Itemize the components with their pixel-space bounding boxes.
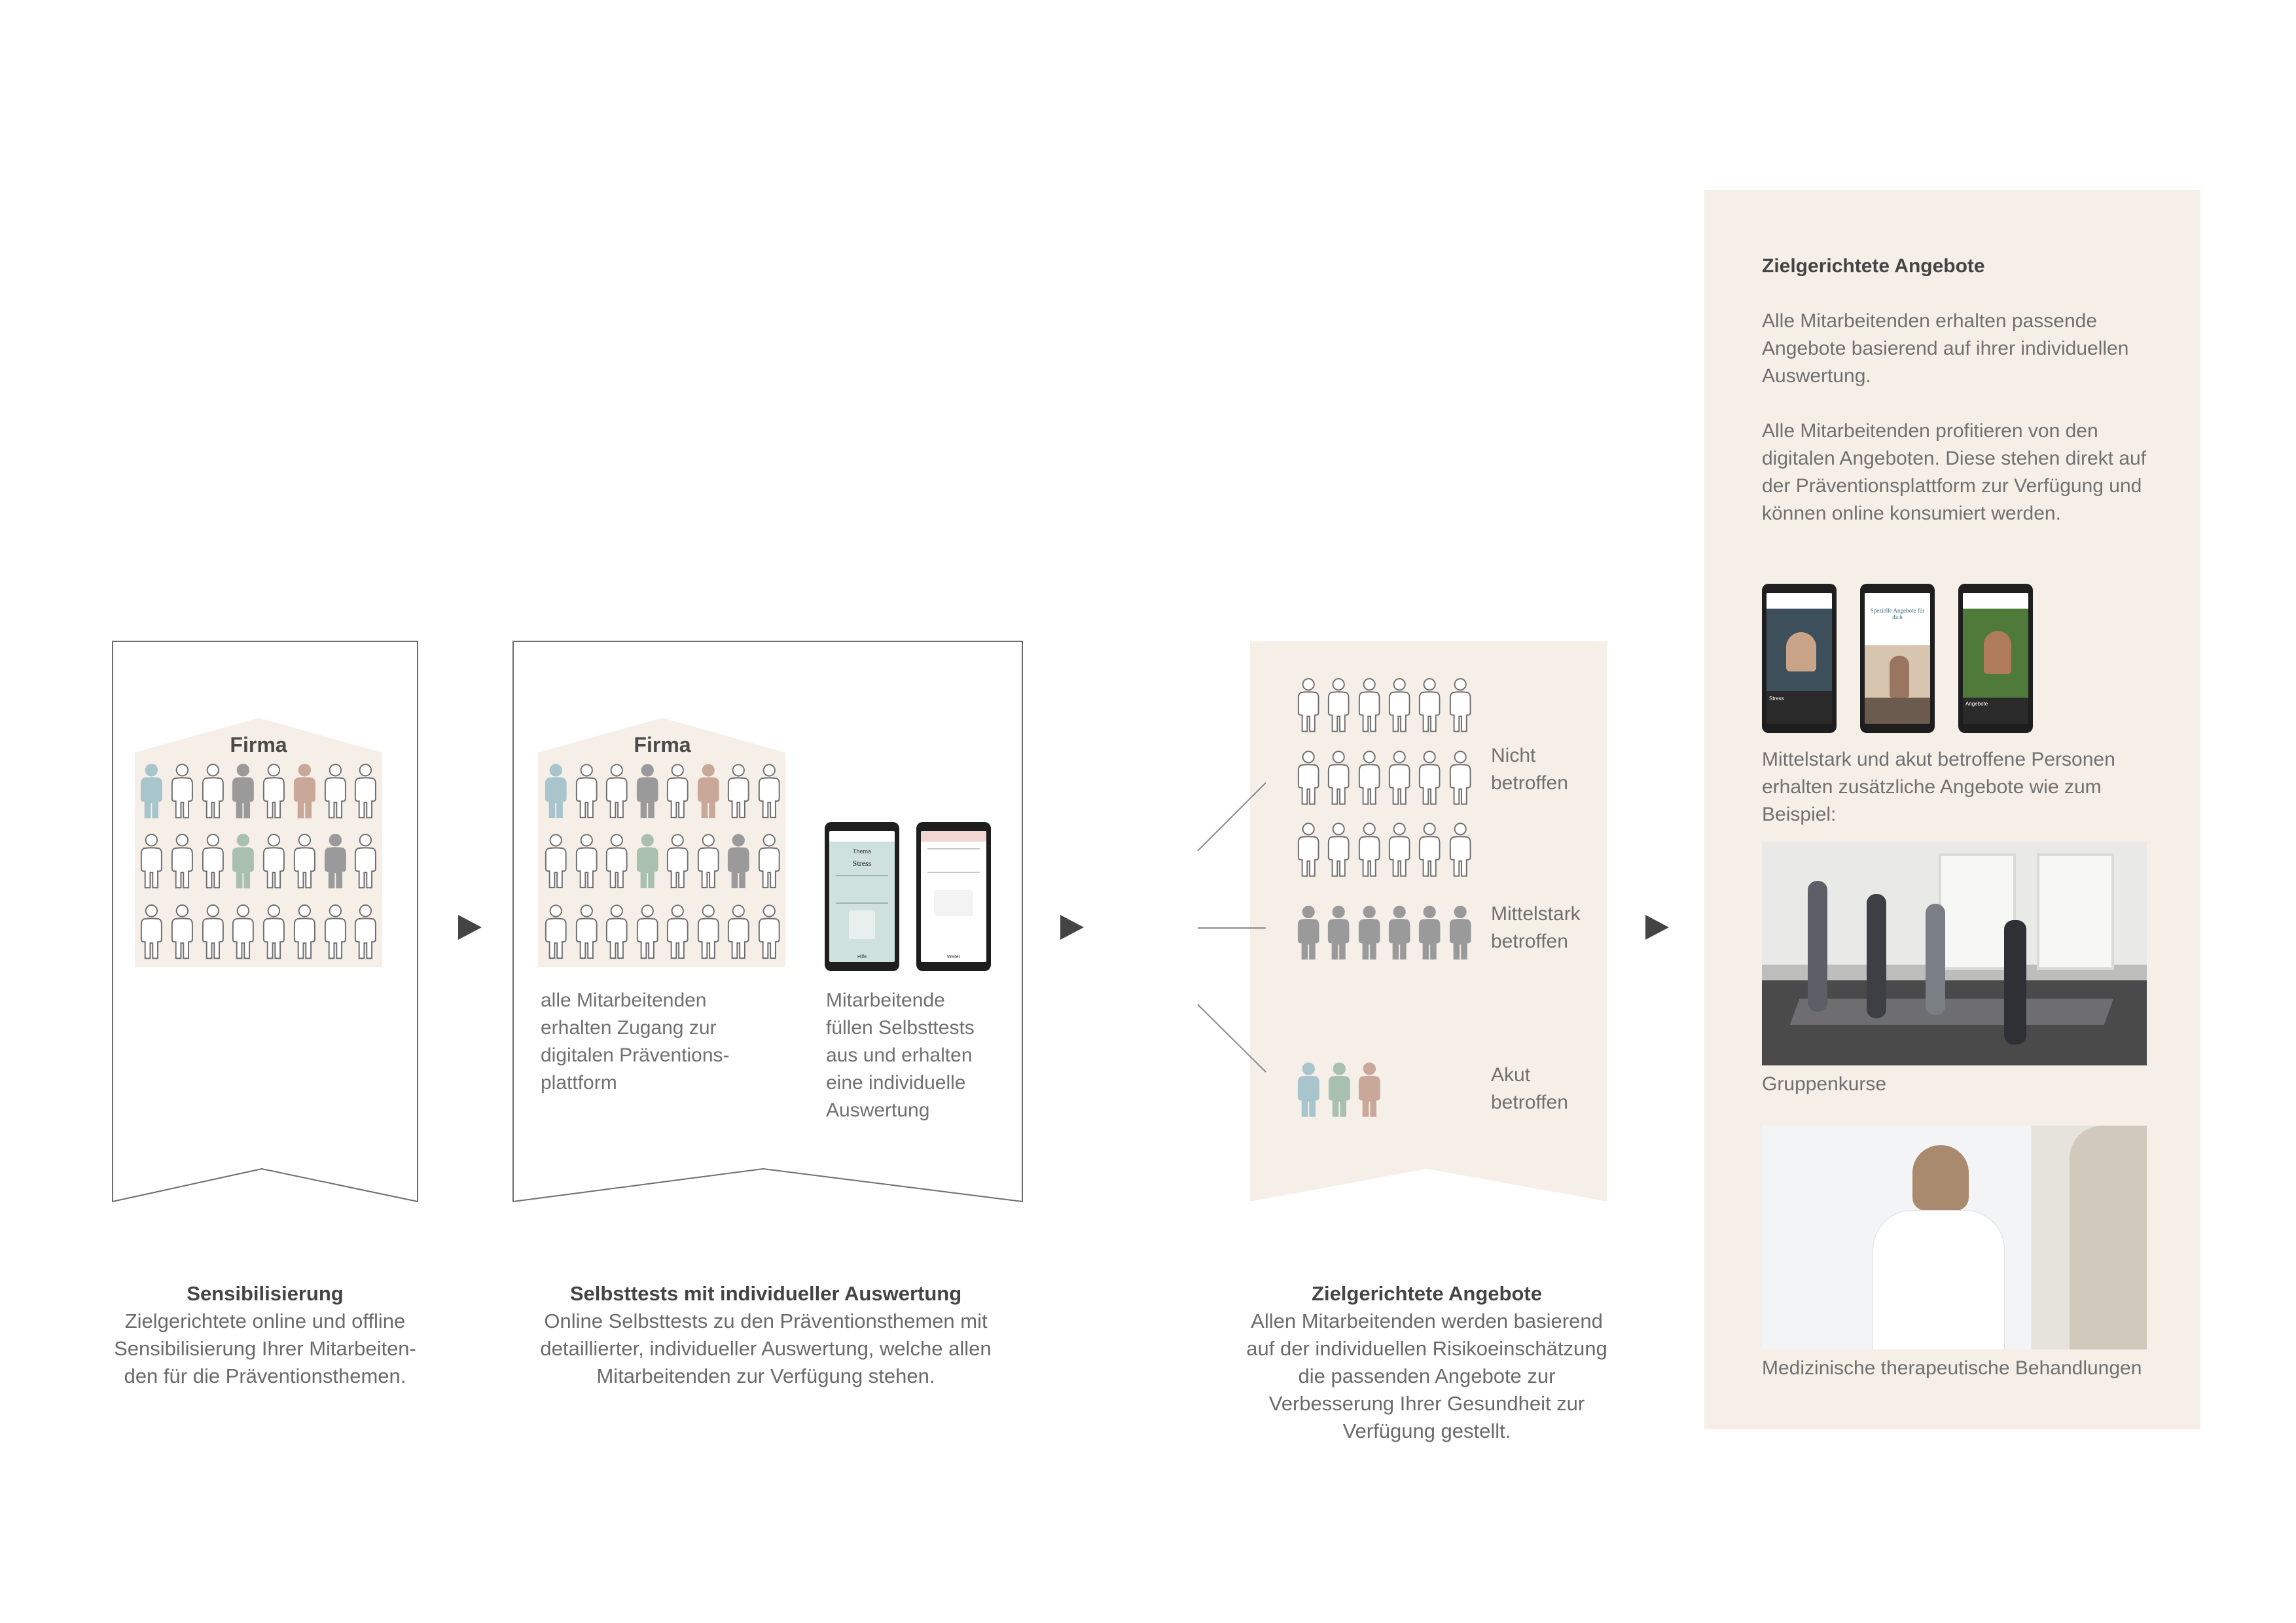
person-icon bbox=[1326, 901, 1351, 966]
person-icon bbox=[543, 830, 569, 893]
person-icon bbox=[323, 830, 348, 893]
person-icon bbox=[292, 760, 317, 823]
step2-text-right bbox=[826, 987, 996, 1124]
offers-panel bbox=[1704, 190, 2200, 1429]
person-icon bbox=[1357, 1058, 1382, 1123]
phone-text-block bbox=[836, 875, 888, 904]
text-line: füllen Selbsttests bbox=[826, 1017, 975, 1039]
person-icon bbox=[635, 830, 660, 893]
text-line: Angebote basierend auf ihrer individuellen bbox=[1762, 338, 2129, 359]
text-line: Alle Mitarbeitenden profitieren von den bbox=[1762, 420, 2098, 442]
person-icon bbox=[230, 901, 256, 963]
text-line: detaillierter, individueller Auswertung, welche allen bbox=[540, 1337, 992, 1360]
step2-house-label: Firma bbox=[634, 733, 691, 757]
phone-heading: Stress bbox=[852, 859, 872, 868]
person-icon bbox=[1448, 747, 1473, 810]
person-head-icon bbox=[1912, 1145, 1969, 1211]
medical-treatment-photo bbox=[1762, 1126, 2147, 1349]
person-icon bbox=[1448, 674, 1473, 738]
text-line: digitalen Angeboten. Diese stehen direkt auf bbox=[1762, 448, 2147, 469]
person-icon bbox=[170, 760, 195, 823]
phone-header-bar bbox=[829, 831, 895, 842]
person-icon bbox=[200, 830, 226, 893]
person-icon bbox=[230, 830, 256, 893]
text-line: den für die Präventionsthemen. bbox=[124, 1364, 406, 1387]
text-line: betroffen bbox=[1491, 1092, 1568, 1113]
group-courses-photo bbox=[1762, 842, 2147, 1065]
text-line: Alle Mitarbeitenden erhalten passende bbox=[1762, 310, 2098, 332]
phone-text-block bbox=[927, 848, 980, 873]
text-line: Auswertung. bbox=[1762, 365, 1871, 387]
doctor-coat-icon bbox=[1873, 1211, 2004, 1349]
step1-description bbox=[98, 1308, 432, 1390]
person-icon bbox=[635, 901, 660, 963]
step2-description bbox=[517, 1308, 1014, 1390]
person-icon bbox=[1357, 901, 1382, 966]
text-line: Auswertung bbox=[826, 1099, 930, 1121]
person-icon bbox=[261, 830, 287, 893]
photo2-caption: Medizinische therapeutische Behandlungen bbox=[1762, 1357, 2142, 1379]
person-icon bbox=[1296, 747, 1321, 810]
text-line: eine individuelle bbox=[826, 1072, 966, 1094]
person-icon bbox=[604, 830, 630, 893]
text-line: Akut bbox=[1491, 1064, 1531, 1086]
phone-illustration bbox=[934, 890, 973, 916]
text-line: Mittelstark und akut betroffene Personen bbox=[1762, 749, 2115, 770]
step2-caption bbox=[517, 1280, 1014, 1390]
panel-paragraph-2 bbox=[1762, 418, 2181, 527]
person-icon bbox=[1448, 819, 1473, 882]
text-line: Nicht bbox=[1491, 745, 1536, 766]
person-icon bbox=[292, 901, 317, 963]
label-moderately-affected bbox=[1491, 901, 1602, 955]
group-not-affected bbox=[1296, 674, 1473, 882]
person-icon bbox=[604, 760, 630, 823]
person-figure-icon bbox=[1867, 894, 1886, 1018]
text-line: erhalten Zugang zur bbox=[541, 1017, 717, 1039]
step1-title: Sensibilisierung bbox=[187, 1282, 344, 1305]
arrow-right-icon bbox=[458, 915, 482, 940]
person-icon bbox=[1327, 1058, 1352, 1123]
offer-phone-caption: Stress bbox=[1769, 696, 1784, 702]
person-icon bbox=[543, 901, 569, 963]
phone-topic: Thema bbox=[852, 848, 871, 855]
patient-silhouette-icon bbox=[2070, 1126, 2147, 1349]
offer-phone-3 bbox=[1958, 584, 2033, 733]
person-icon bbox=[1296, 674, 1321, 738]
step1-caption bbox=[98, 1280, 432, 1390]
person-icon bbox=[665, 760, 691, 823]
person-icon bbox=[757, 901, 782, 963]
person-icon bbox=[1417, 901, 1442, 966]
step2-title: Selbsttests mit individueller Auswertung bbox=[569, 1282, 962, 1305]
person-icon bbox=[323, 760, 348, 823]
phone-footer: Hilfe bbox=[857, 955, 867, 959]
person-icon bbox=[665, 901, 691, 963]
person-icon bbox=[200, 901, 226, 963]
person-icon bbox=[1417, 819, 1442, 882]
arrow-right-icon bbox=[1645, 915, 1669, 940]
person-icon bbox=[1357, 819, 1382, 882]
person-icon bbox=[1357, 674, 1382, 738]
person-icon bbox=[139, 830, 164, 893]
text-line: Mittelstark bbox=[1491, 903, 1581, 925]
text-line: erhalten zusätzliche Angebote wie zum bbox=[1762, 776, 2102, 798]
text-line: Mitarbeitende bbox=[826, 990, 945, 1011]
person-icon bbox=[1326, 819, 1351, 882]
offer-phone-caption: Angebote bbox=[1965, 701, 1988, 707]
group-moderately-affected bbox=[1296, 901, 1473, 966]
text-line: Zielgerichtete online und offline bbox=[124, 1310, 406, 1332]
phone-header-bar bbox=[921, 831, 986, 842]
person-icon bbox=[1387, 747, 1412, 810]
text-line: Verbesserung Ihrer Gesundheit zur bbox=[1268, 1392, 1585, 1415]
text-line: Sensibilisierung Ihrer Mitarbeiten- bbox=[114, 1337, 416, 1360]
person-icon bbox=[200, 760, 226, 823]
phone-illustration bbox=[849, 910, 875, 939]
text-line: alle Mitarbeitenden bbox=[541, 990, 707, 1011]
group-acutely-affected bbox=[1296, 1058, 1382, 1123]
person-icon bbox=[726, 901, 751, 963]
person-icon bbox=[139, 901, 164, 963]
phone-footer: Weiter bbox=[946, 955, 961, 959]
selftest-phone-1 bbox=[825, 822, 899, 971]
text-line: können online konsumiert werden. bbox=[1762, 503, 2061, 524]
step1-person-grid bbox=[139, 760, 378, 963]
label-not-affected bbox=[1491, 742, 1602, 797]
offer-phone-2 bbox=[1860, 584, 1935, 733]
label-acutely-affected bbox=[1491, 1061, 1602, 1116]
text-line: betroffen bbox=[1491, 931, 1568, 952]
person-figure-icon bbox=[1926, 904, 1945, 1015]
step3-title: Zielgerichtete Angebote bbox=[1312, 1282, 1542, 1305]
text-line: digitalen Präventions- bbox=[541, 1044, 730, 1066]
person-icon bbox=[635, 760, 660, 823]
person-icon bbox=[757, 830, 782, 893]
offer-phone-caption: Spezielle Angebote für dich bbox=[1870, 607, 1925, 620]
person-icon bbox=[574, 830, 600, 893]
person-icon bbox=[353, 901, 378, 963]
step2-person-grid bbox=[543, 760, 781, 963]
panel-paragraph-3 bbox=[1762, 746, 2181, 829]
person-icon bbox=[1326, 747, 1351, 810]
arrow-right-icon bbox=[1060, 915, 1084, 940]
portrait-icon bbox=[1984, 631, 2011, 674]
person-icon bbox=[323, 901, 348, 963]
portrait-icon bbox=[1786, 632, 1816, 671]
person-icon bbox=[726, 830, 751, 893]
person-icon bbox=[574, 901, 600, 963]
person-icon bbox=[353, 830, 378, 893]
text-line: Allen Mitarbeitenden werden basierend bbox=[1251, 1310, 1603, 1332]
portrait-icon bbox=[1890, 656, 1909, 698]
person-icon bbox=[543, 760, 569, 823]
person-icon bbox=[1357, 747, 1382, 810]
person-icon bbox=[696, 760, 721, 823]
text-line: plattform bbox=[541, 1072, 617, 1094]
text-line: betroffen bbox=[1491, 772, 1568, 794]
text-line: der Präventionsplattform zur Verfügung und bbox=[1762, 475, 2142, 497]
person-icon bbox=[1417, 747, 1442, 810]
person-icon bbox=[1448, 901, 1473, 966]
step3-caption bbox=[1244, 1280, 1610, 1445]
text-line: Beispiel: bbox=[1762, 804, 1837, 825]
selftest-phone-2 bbox=[916, 822, 991, 971]
person-icon bbox=[665, 830, 691, 893]
person-icon bbox=[757, 760, 782, 823]
offer-phone-1 bbox=[1762, 584, 1837, 733]
person-icon bbox=[261, 760, 287, 823]
text-line: Online Selbsttests zu den Präventionsthemen mit bbox=[544, 1310, 988, 1332]
panel-title: Zielgerichtete Angebote bbox=[1762, 255, 1985, 277]
person-icon bbox=[1326, 674, 1351, 738]
person-icon bbox=[696, 901, 721, 963]
panel-paragraph-1 bbox=[1762, 308, 2181, 390]
text-line: aus und erhalten bbox=[826, 1044, 973, 1066]
person-icon bbox=[696, 830, 721, 893]
person-figure-icon bbox=[2004, 920, 2026, 1044]
person-icon bbox=[1296, 819, 1321, 882]
person-icon bbox=[1296, 1058, 1321, 1123]
person-icon bbox=[604, 901, 630, 963]
text-line: Verfügung gestellt. bbox=[1342, 1419, 1511, 1442]
step1-house-label: Firma bbox=[230, 733, 287, 757]
person-icon bbox=[726, 760, 751, 823]
person-figure-icon bbox=[1808, 881, 1827, 1012]
step3-description bbox=[1244, 1308, 1610, 1445]
person-icon bbox=[353, 760, 378, 823]
person-icon bbox=[574, 760, 600, 823]
person-icon bbox=[1387, 674, 1412, 738]
person-icon bbox=[170, 901, 195, 963]
person-icon bbox=[139, 760, 164, 823]
person-icon bbox=[1417, 674, 1442, 738]
text-line: Mitarbeitenden zur Verfügung stehen. bbox=[596, 1364, 935, 1387]
yoga-mat-icon bbox=[1790, 999, 2114, 1025]
person-icon bbox=[1387, 819, 1412, 882]
person-icon bbox=[1296, 901, 1321, 966]
person-icon bbox=[230, 760, 256, 823]
person-icon bbox=[261, 901, 287, 963]
person-icon bbox=[292, 830, 317, 893]
person-icon bbox=[170, 830, 195, 893]
text-line: auf der individuellen Risikoeinschätzung bbox=[1246, 1337, 1607, 1360]
window-icon bbox=[2037, 853, 2114, 970]
text-line: die passenden Angebote zur bbox=[1298, 1364, 1556, 1387]
step2-text-left bbox=[541, 987, 757, 1097]
person-icon bbox=[1387, 901, 1412, 966]
photo1-caption: Gruppenkurse bbox=[1762, 1073, 1887, 1095]
